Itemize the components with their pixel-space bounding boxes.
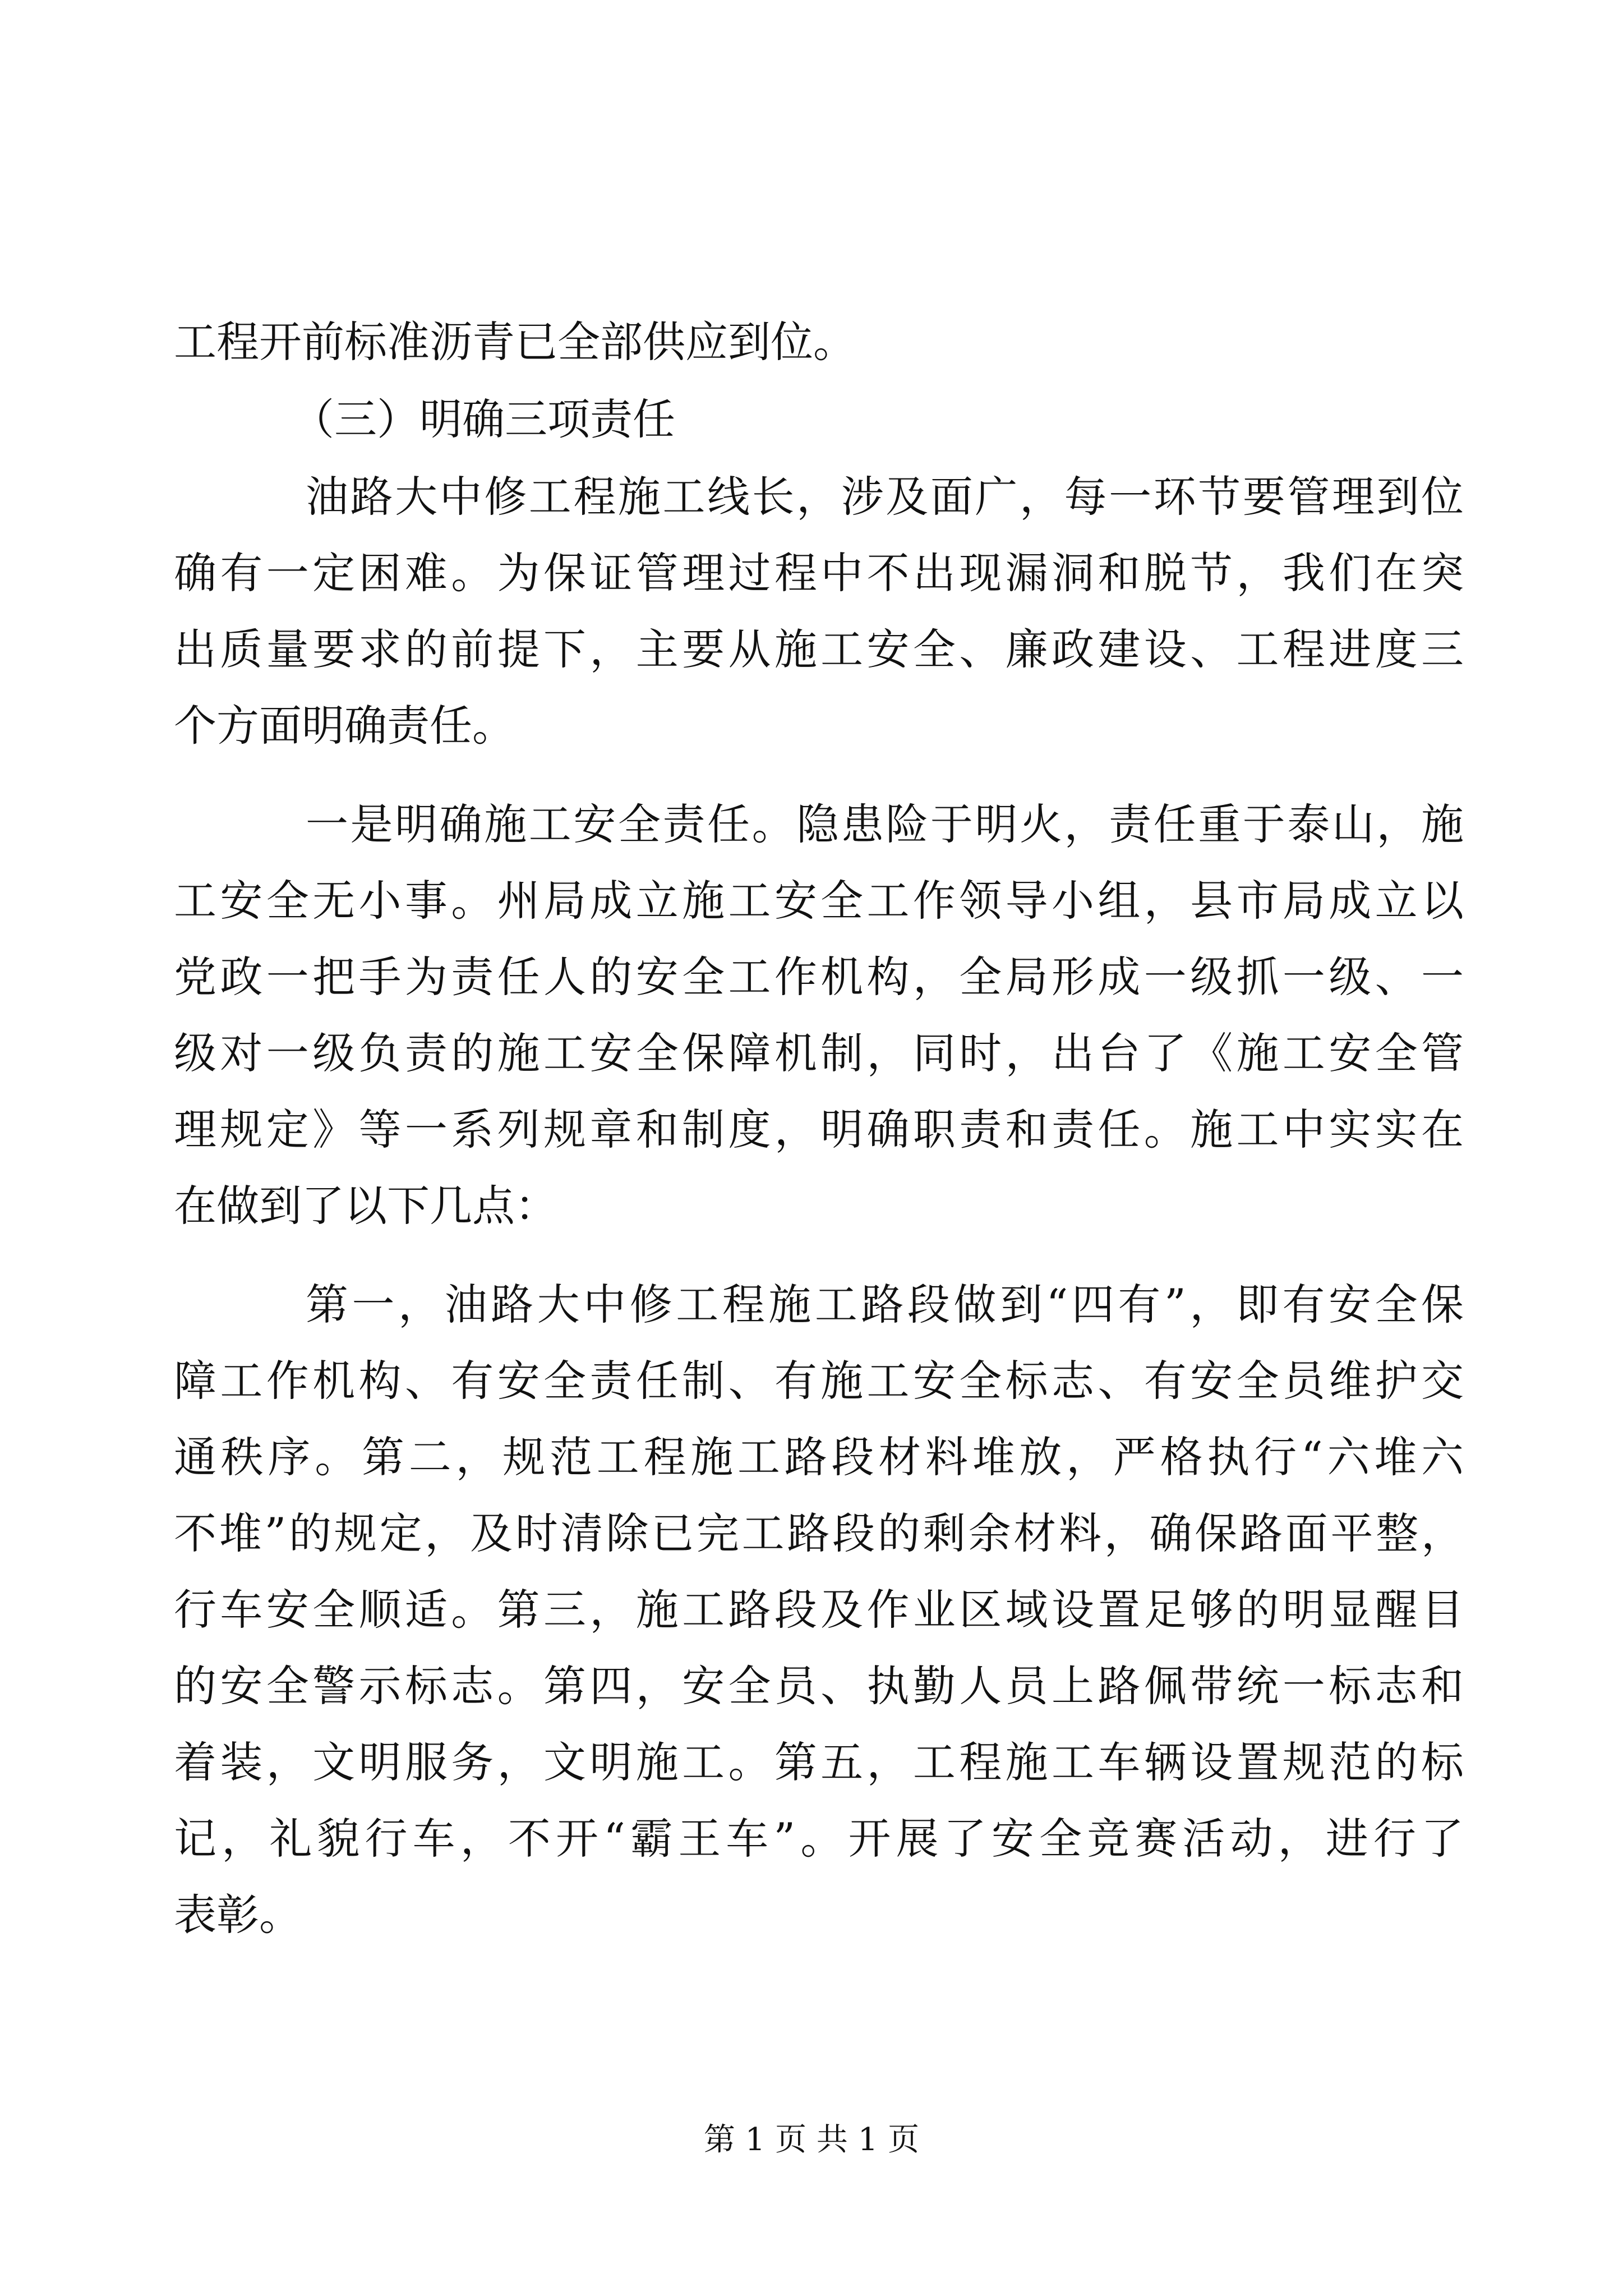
text-line: 行车安全顺适。第三，施工路段及作业区域设置足够的明显醒目: [174, 1585, 1464, 1635]
text-line: 油路大中修工程施工线长，涉及面广，每一环节要管理到位: [306, 472, 1464, 522]
text-line: 工程开前标准沥青已全部供应到位。: [174, 317, 856, 367]
text-line: 工安全无小事。州局成立施工安全工作领导小组，县市局成立以: [174, 876, 1464, 926]
text-line: 级对一级负责的施工安全保障机制，同时，出台了《施工安全管: [174, 1028, 1464, 1078]
text-line: 个方面明确责任。: [174, 701, 515, 751]
text-line: 着装，文明服务，文明施工。第五，工程施工车辆设置规范的标: [174, 1737, 1464, 1787]
text-line: 通秩序。第二，规范工程施工路段材料堆放，严格执行“六堆六: [174, 1432, 1464, 1482]
text-line: 记，礼貌行车，不开“霸王车”。开展了安全竞赛活动，进行了: [174, 1814, 1464, 1864]
text-line: 表彰。: [174, 1890, 302, 1940]
text-line: 不堆”的规定，及时清除已完工路段的剩余材料，确保路面平整，: [174, 1508, 1464, 1558]
text-line: 理规定》等一系列规章和制度，明确职责和责任。施工中实实在: [174, 1105, 1464, 1154]
text-line: 出质量要求的前提下，主要从施工安全、廉政建设、工程进度三: [174, 624, 1464, 674]
text-line: 一是明确施工安全责任。隐患险于明火，责任重于泰山，施: [306, 799, 1464, 849]
text-line: 确有一定困难。为保证管理过程中不出现漏洞和脱节，我们在突: [174, 548, 1464, 598]
text-line: 的安全警示标志。第四，安全员、执勤人员上路佩带统一标志和: [174, 1661, 1464, 1711]
text-line: 障工作机构、有安全责任制、有施工安全标志、有安全员维护交: [174, 1356, 1464, 1406]
text-line: 在做到了以下几点：: [174, 1181, 557, 1231]
section-heading: （三）明确三项责任: [292, 394, 675, 444]
page-footer: 第 1 页 共 1 页: [703, 2122, 920, 2158]
text-line: 第一，油路大中修工程施工路段做到“四有”，即有安全保: [306, 1280, 1464, 1329]
text-line: 党政一把手为责任人的安全工作机构，全局形成一级抓一级、一: [174, 952, 1464, 1002]
